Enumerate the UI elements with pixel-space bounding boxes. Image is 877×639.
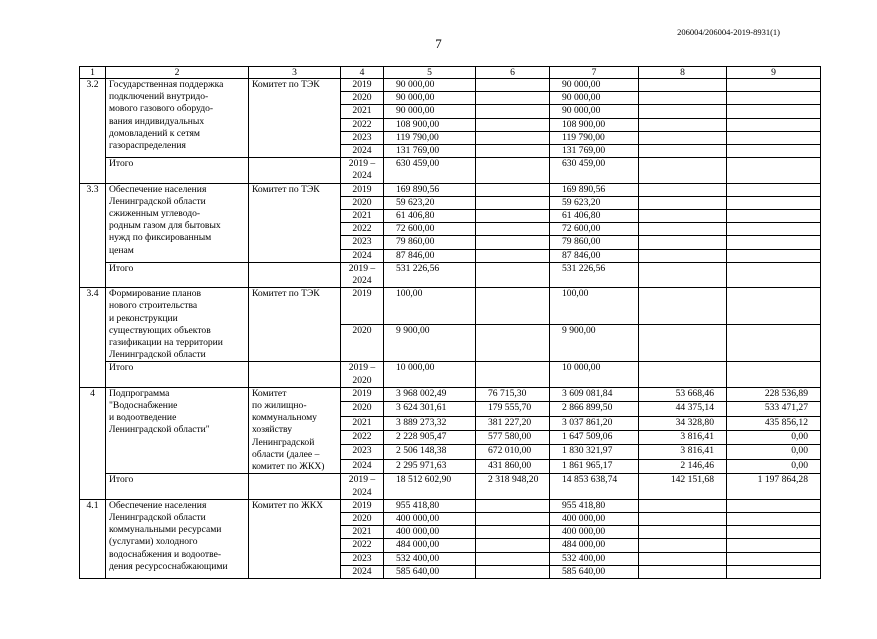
table-row [80, 183, 821, 196]
other-cell [727, 118, 821, 131]
regional-cell: 585 640,00 [550, 565, 639, 578]
summary-other-cell: 1 197 864,28 [727, 474, 821, 499]
year-cell: 2022 [341, 118, 384, 131]
year-cell: 2023 [341, 445, 384, 459]
total-cell: 3 624 301,61 [384, 402, 476, 416]
other-cell [727, 145, 821, 158]
summary-regional-cell: 14 853 638,74 [550, 474, 639, 499]
total-cell: 2 506 148,38 [384, 445, 476, 459]
item-name-line: сжиженным углеводо- [109, 208, 201, 220]
year-cell: 2023 [341, 552, 384, 565]
summary-year-line: 2019 – [348, 474, 376, 486]
year-cell: 2019 [341, 79, 384, 92]
summary-year-cell [341, 262, 384, 287]
regional-cell: 3 609 081,84 [550, 387, 639, 401]
year-cell: 2019 [341, 387, 384, 401]
item-name-line: Ленинградской области [109, 511, 206, 523]
header-cell: 4 [341, 67, 384, 79]
regional-cell: 119 790,00 [550, 131, 639, 144]
summary-federal-cell: 2 318 948,20 [476, 474, 550, 499]
total-cell: 585 640,00 [384, 565, 476, 578]
other-cell [727, 105, 821, 118]
regional-cell: 169 890,56 [550, 183, 639, 196]
item-name-line: водоснабжения и водоотве- [109, 548, 222, 560]
summary-federal-cell [476, 158, 550, 183]
year-cell: 2024 [341, 565, 384, 578]
regional-cell: 532 400,00 [550, 552, 639, 565]
item-name-line: родным газом для бытовых [109, 220, 221, 232]
year-cell: 2021 [341, 210, 384, 223]
regional-cell: 90 000,00 [550, 105, 639, 118]
year-cell: 2020 [341, 92, 384, 105]
header-cell: 9 [727, 67, 821, 79]
item-name-line: коммунальными ресурсами [109, 524, 222, 536]
summary-local-cell [639, 158, 727, 183]
item-name-line: нового строительства [109, 300, 198, 312]
regional-cell: 955 418,80 [550, 499, 639, 512]
item-name-cell [106, 499, 249, 578]
header-cell: 3 [249, 67, 341, 79]
header-cell: 2 [106, 67, 249, 79]
total-cell: 400 000,00 [384, 526, 476, 539]
summary-year-line: 2024 [352, 275, 372, 287]
total-cell: 100,00 [384, 288, 476, 325]
item-name-line: дения ресурсоснабжающими [109, 560, 228, 572]
local-cell [639, 539, 727, 552]
summary-local-cell: 142 151,68 [639, 474, 727, 499]
item-name-line: ценам [109, 244, 134, 256]
header-cell: 8 [639, 67, 727, 79]
summary-year-cell [341, 158, 384, 183]
item-name-line: существующих объектов [109, 324, 211, 336]
summary-row [80, 158, 821, 183]
header-cell: 6 [476, 67, 550, 79]
summary-row [80, 362, 821, 387]
other-cell: 228 536,89 [727, 387, 821, 401]
summary-label-cell: Итого [106, 262, 249, 287]
total-cell: 59 623,20 [384, 196, 476, 209]
regional-cell: 90 000,00 [550, 92, 639, 105]
total-cell: 532 400,00 [384, 552, 476, 565]
federal-cell [476, 118, 550, 131]
item-name-cell [106, 288, 249, 362]
regional-cell: 400 000,00 [550, 512, 639, 525]
year-cell: 2023 [341, 236, 384, 249]
summary-total-cell: 10 000,00 [384, 362, 476, 387]
executor-cell [249, 183, 341, 262]
regional-cell: 72 600,00 [550, 223, 639, 236]
summary-regional-cell: 10 000,00 [550, 362, 639, 387]
executor-line: по жилищно- [252, 400, 307, 412]
item-number-cell: 4 [80, 387, 106, 499]
federal-cell [476, 79, 550, 92]
local-cell: 53 668,46 [639, 387, 727, 401]
table-row [80, 79, 821, 92]
regional-cell: 100,00 [550, 288, 639, 325]
local-cell [639, 526, 727, 539]
item-name-line: Ленинградской области" [109, 424, 210, 436]
table-body [80, 67, 821, 579]
total-cell: 400 000,00 [384, 512, 476, 525]
federal-cell [476, 223, 550, 236]
summary-year-cell [341, 474, 384, 499]
federal-cell [476, 145, 550, 158]
local-cell [639, 223, 727, 236]
federal-cell [476, 526, 550, 539]
total-cell: 3 968 002,49 [384, 387, 476, 401]
item-name-line: и реконструкции [109, 312, 178, 324]
page-number: 7 [435, 36, 442, 51]
item-name-line: (услугами) холодного [109, 536, 198, 548]
regional-cell: 131 769,00 [550, 145, 639, 158]
regional-cell: 79 860,00 [550, 236, 639, 249]
summary-label-cell: Итого [106, 362, 249, 387]
item-name-line: Обеспечение населения [109, 183, 207, 195]
executor-cell [249, 499, 341, 578]
federal-cell: 431 860,00 [476, 459, 550, 473]
local-cell [639, 565, 727, 578]
local-cell [639, 196, 727, 209]
executor-line: коммунальному [252, 412, 317, 424]
total-cell: 72 600,00 [384, 223, 476, 236]
total-cell: 79 860,00 [384, 236, 476, 249]
year-cell: 2022 [341, 431, 384, 445]
summary-label-cell: Итого [106, 158, 249, 183]
item-name-line: газификации на территории [109, 337, 223, 349]
summary-regional-cell: 630 459,00 [550, 158, 639, 183]
total-cell: 2 295 971,63 [384, 459, 476, 473]
summary-year-line: 2024 [352, 486, 372, 498]
other-cell [727, 223, 821, 236]
executor-line: Комитет по ЖКХ [252, 499, 324, 511]
total-cell: 87 846,00 [384, 249, 476, 262]
summary-total-cell: 630 459,00 [384, 158, 476, 183]
local-cell [639, 79, 727, 92]
local-cell [639, 105, 727, 118]
total-cell: 90 000,00 [384, 92, 476, 105]
federal-cell [476, 183, 550, 196]
regional-cell: 87 846,00 [550, 249, 639, 262]
year-cell: 2020 [341, 402, 384, 416]
total-cell: 955 418,80 [384, 499, 476, 512]
item-name-cell [106, 183, 249, 262]
year-cell: 2024 [341, 145, 384, 158]
executor-line: комитет по ЖКХ) [252, 461, 325, 473]
total-cell: 119 790,00 [384, 131, 476, 144]
federal-cell [476, 196, 550, 209]
summary-federal-cell [476, 262, 550, 287]
local-cell [639, 236, 727, 249]
year-cell: 2024 [341, 249, 384, 262]
item-name-line: Формирование планов [109, 288, 202, 300]
other-cell [727, 499, 821, 512]
other-cell: 0,00 [727, 459, 821, 473]
local-cell: 34 328,80 [639, 416, 727, 430]
summary-year-line: 2020 [352, 374, 372, 386]
summary-regional-cell: 531 226,56 [550, 262, 639, 287]
item-number-cell: 3.3 [80, 183, 106, 288]
federal-cell [476, 325, 550, 362]
summary-executor-cell [249, 262, 341, 287]
year-cell: 2023 [341, 131, 384, 144]
table-header-row [80, 67, 821, 79]
summary-other-cell [727, 262, 821, 287]
local-cell: 44 375,14 [639, 402, 727, 416]
federal-cell [476, 105, 550, 118]
executor-line: области (далее – [252, 448, 320, 460]
item-name-line: мового газового оборудо- [109, 103, 214, 115]
federal-cell [476, 249, 550, 262]
summary-row [80, 474, 821, 499]
local-cell [639, 131, 727, 144]
executor-cell [249, 387, 341, 473]
item-name-line: Государственная поддержка [109, 79, 224, 90]
summary-local-cell [639, 362, 727, 387]
federal-cell: 76 715,30 [476, 387, 550, 401]
year-cell: 2021 [341, 526, 384, 539]
total-cell: 108 900,00 [384, 118, 476, 131]
table-row [80, 499, 821, 512]
summary-total-cell: 18 512 602,90 [384, 474, 476, 499]
federal-cell [476, 539, 550, 552]
summary-year-cell [341, 362, 384, 387]
federal-cell: 179 555,70 [476, 402, 550, 416]
item-name-line: "Водоснабжение [109, 400, 178, 412]
executor-line: Ленинградской [252, 436, 315, 448]
regional-cell: 400 000,00 [550, 526, 639, 539]
regional-cell: 9 900,00 [550, 325, 639, 362]
year-cell: 2020 [341, 325, 384, 362]
other-cell [727, 183, 821, 196]
header-cell: 1 [80, 67, 106, 79]
total-cell: 61 406,80 [384, 210, 476, 223]
other-cell [727, 512, 821, 525]
program-funding-table [79, 66, 821, 579]
other-cell [727, 236, 821, 249]
year-cell: 2019 [341, 288, 384, 325]
executor-line: Комитет по ТЭК [252, 288, 320, 300]
other-cell [727, 325, 821, 362]
other-cell [727, 131, 821, 144]
summary-federal-cell [476, 362, 550, 387]
other-cell: 0,00 [727, 431, 821, 445]
year-cell: 2021 [341, 105, 384, 118]
federal-cell: 672 010,00 [476, 445, 550, 459]
other-cell [727, 79, 821, 92]
federal-cell [476, 288, 550, 325]
other-cell [727, 539, 821, 552]
item-name-cell [106, 387, 249, 473]
table-row [80, 288, 821, 325]
other-cell [727, 552, 821, 565]
regional-cell: 1 861 965,17 [550, 459, 639, 473]
federal-cell [476, 565, 550, 578]
executor-line: Комитет по ТЭК [252, 79, 320, 90]
year-cell: 2021 [341, 416, 384, 430]
total-cell: 3 889 273,32 [384, 416, 476, 430]
federal-cell [476, 210, 550, 223]
year-cell: 2020 [341, 196, 384, 209]
item-number-cell: 3.4 [80, 288, 106, 388]
federal-cell [476, 512, 550, 525]
total-cell: 90 000,00 [384, 105, 476, 118]
local-cell [639, 325, 727, 362]
year-cell: 2019 [341, 499, 384, 512]
regional-cell: 484 000,00 [550, 539, 639, 552]
total-cell: 2 228 905,47 [384, 431, 476, 445]
item-number-cell: 4.1 [80, 499, 106, 578]
executor-line: хозяйству [252, 424, 293, 436]
local-cell [639, 249, 727, 262]
federal-cell: 381 227,20 [476, 416, 550, 430]
other-cell: 533 471,27 [727, 402, 821, 416]
federal-cell [476, 236, 550, 249]
executor-cell [249, 79, 341, 158]
regional-cell: 3 037 861,20 [550, 416, 639, 430]
item-name-line: вания индивидуальных [109, 115, 205, 127]
summary-label-cell: Итого [106, 474, 249, 499]
summary-executor-cell [249, 362, 341, 387]
local-cell [639, 118, 727, 131]
item-name-line: Ленинградской области [109, 349, 206, 361]
regional-cell: 1 647 509,06 [550, 431, 639, 445]
other-cell [727, 92, 821, 105]
item-name-line: подключений внутридо- [109, 91, 209, 103]
item-number-cell: 3.2 [80, 79, 106, 184]
document-number: 206004/206004-2019-8931(1) [677, 27, 780, 37]
summary-executor-cell [249, 158, 341, 183]
item-name-cell [106, 79, 249, 158]
item-name-line: и водоотведение [109, 412, 177, 424]
local-cell [639, 499, 727, 512]
year-cell: 2020 [341, 512, 384, 525]
other-cell [727, 565, 821, 578]
other-cell [727, 210, 821, 223]
local-cell: 2 146,46 [639, 459, 727, 473]
summary-row [80, 262, 821, 287]
local-cell [639, 145, 727, 158]
other-cell [727, 526, 821, 539]
item-name-line: газораспределения [109, 140, 186, 152]
regional-cell: 108 900,00 [550, 118, 639, 131]
total-cell: 131 769,00 [384, 145, 476, 158]
executor-line: Комитет [252, 387, 287, 399]
item-name-line: Подпрограмма [109, 387, 170, 399]
item-name-line: домовладений к сетям [109, 127, 200, 139]
other-cell [727, 288, 821, 325]
regional-cell: 1 830 321,97 [550, 445, 639, 459]
local-cell: 3 816,41 [639, 445, 727, 459]
year-cell: 2022 [341, 223, 384, 236]
local-cell: 3 816,41 [639, 431, 727, 445]
item-name-line: Обеспечение населения [109, 499, 207, 511]
regional-cell: 61 406,80 [550, 210, 639, 223]
total-cell: 90 000,00 [384, 79, 476, 92]
other-cell: 0,00 [727, 445, 821, 459]
item-name-line: нужд по фиксированным [109, 232, 212, 244]
header-cell: 7 [550, 67, 639, 79]
summary-executor-cell [249, 474, 341, 499]
summary-total-cell: 531 226,56 [384, 262, 476, 287]
table-row [80, 387, 821, 401]
summary-year-line: 2019 – [348, 362, 376, 374]
year-cell: 2024 [341, 459, 384, 473]
local-cell [639, 288, 727, 325]
executor-line: Комитет по ТЭК [252, 183, 320, 195]
summary-year-line: 2019 – [348, 158, 376, 170]
federal-cell [476, 131, 550, 144]
other-cell [727, 196, 821, 209]
federal-cell [476, 92, 550, 105]
total-cell: 9 900,00 [384, 325, 476, 362]
federal-cell [476, 499, 550, 512]
federal-cell: 577 580,00 [476, 431, 550, 445]
summary-year-line: 2024 [352, 170, 372, 182]
year-cell: 2019 [341, 183, 384, 196]
summary-other-cell [727, 158, 821, 183]
year-cell: 2022 [341, 539, 384, 552]
local-cell [639, 552, 727, 565]
local-cell [639, 210, 727, 223]
regional-cell: 59 623,20 [550, 196, 639, 209]
item-name-line: Ленинградской области [109, 195, 206, 207]
header-cell: 5 [384, 67, 476, 79]
summary-local-cell [639, 262, 727, 287]
summary-year-line: 2019 – [348, 262, 376, 274]
summary-other-cell [727, 362, 821, 387]
federal-cell [476, 552, 550, 565]
regional-cell: 2 866 899,50 [550, 402, 639, 416]
other-cell: 435 856,12 [727, 416, 821, 430]
regional-cell: 90 000,00 [550, 79, 639, 92]
total-cell: 484 000,00 [384, 539, 476, 552]
other-cell [727, 249, 821, 262]
executor-cell [249, 288, 341, 362]
local-cell [639, 512, 727, 525]
total-cell: 169 890,56 [384, 183, 476, 196]
local-cell [639, 183, 727, 196]
local-cell [639, 92, 727, 105]
